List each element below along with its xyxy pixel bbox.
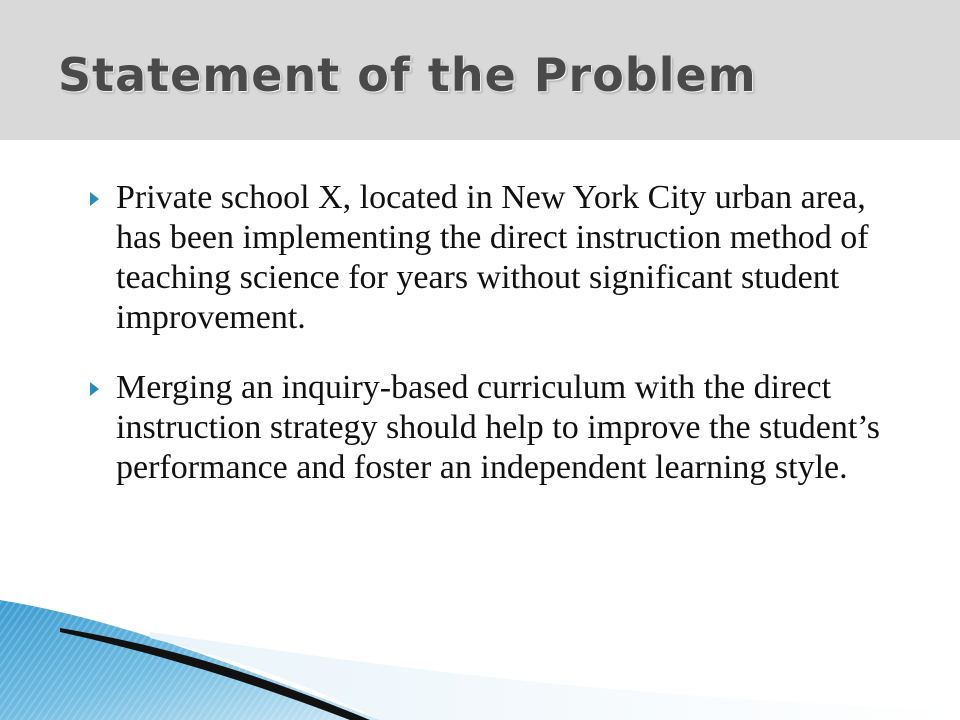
decorative-swoosh — [0, 560, 960, 720]
swoosh-light-tail — [150, 632, 960, 720]
bullet-item — [90, 178, 910, 338]
slide-title: Statement of the Problem — [58, 48, 757, 102]
bullet-item — [90, 368, 910, 488]
bullet-list — [90, 178, 910, 518]
triangle-right-icon — [90, 382, 99, 396]
swoosh-blue-texture — [0, 600, 380, 720]
bullet-text: Merging an inquiry-based curriculum with the direct instruction strategy should help to improve the student’s performance and foster an independent learning style. — [116, 369, 880, 486]
bullet-text: Private school X, located in New York City urban area, has been implementing the direct instruction method of teaching science for years without significant student improvement. — [116, 179, 869, 336]
triangle-right-icon — [90, 192, 99, 206]
swoosh-blue-shape — [0, 600, 380, 720]
swoosh-dark-line — [60, 628, 370, 720]
